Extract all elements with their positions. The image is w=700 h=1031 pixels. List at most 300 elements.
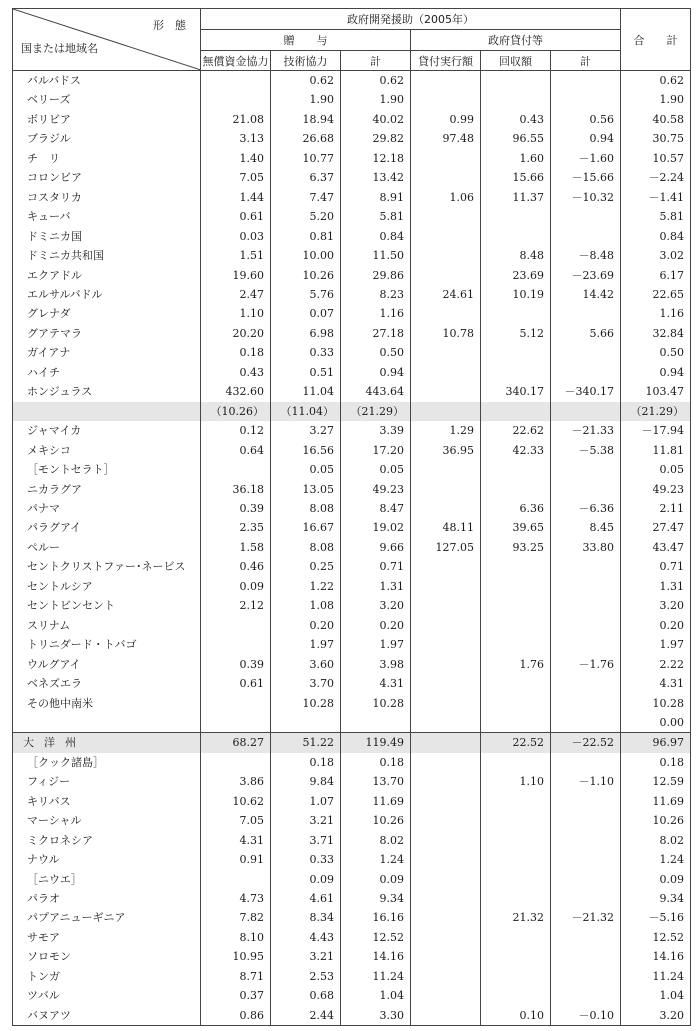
cell-recovered <box>481 792 551 811</box>
cell-tech: 3.70 <box>271 674 341 693</box>
cell-loan-sum: －8.48 <box>551 246 621 265</box>
table-body <box>13 71 691 1026</box>
table-row <box>13 343 691 362</box>
cell-loan-exec <box>411 753 481 772</box>
country-name: ハイチ <box>13 363 201 382</box>
cell-grant-sum: 9.34 <box>341 889 411 908</box>
cell-grant-sum: 0.50 <box>341 343 411 362</box>
cell-loan-exec <box>411 850 481 869</box>
cell-grant-aid: 0.12 <box>201 421 271 440</box>
cell-total: 1.97 <box>621 635 691 654</box>
cell-total: 30.75 <box>621 129 691 148</box>
cell-tech: 0.81 <box>271 227 341 246</box>
cell-tech: 16.67 <box>271 518 341 537</box>
cell-loan-sum <box>551 889 621 908</box>
cell-loan-sum <box>551 831 621 850</box>
cell-total: 0.20 <box>621 616 691 635</box>
cell-tech <box>271 713 341 733</box>
cell-loan-sum <box>551 343 621 362</box>
cell-total: 9.34 <box>621 889 691 908</box>
cell-grant-aid: 0.39 <box>201 655 271 674</box>
cell-grant-aid <box>201 616 271 635</box>
cell-loan-exec <box>411 499 481 518</box>
cell-grant-aid: 0.09 <box>201 577 271 596</box>
table-row <box>13 538 691 557</box>
cell-tech: 1.90 <box>271 90 341 109</box>
cell-loan-exec <box>411 674 481 693</box>
cell-loan-exec <box>411 967 481 986</box>
cell-recovered: 39.65 <box>481 518 551 537</box>
table-row <box>13 850 691 869</box>
cell-tech: 1.97 <box>271 635 341 654</box>
cell-grant-sum: 49.23 <box>341 480 411 499</box>
cell-grant-sum: 29.82 <box>341 129 411 148</box>
cell-loan-exec <box>411 655 481 674</box>
cell-grant-sum: 13.70 <box>341 772 411 791</box>
cell-tech: 16.56 <box>271 441 341 460</box>
cell-total: －2.24 <box>621 168 691 187</box>
cell-loan-sum <box>551 947 621 966</box>
table-row <box>13 149 691 168</box>
cell-grant-sum: 4.31 <box>341 674 411 693</box>
cell-total: 22.65 <box>621 285 691 304</box>
cell-tech: 3.21 <box>271 947 341 966</box>
cell-recovered: 6.36 <box>481 499 551 518</box>
cell-grant-sum: 8.23 <box>341 285 411 304</box>
country-name: パラオ <box>13 889 201 908</box>
country-name: ［クック諸島］ <box>13 753 201 772</box>
cell-grant-sum: 0.09 <box>341 870 411 889</box>
table-row <box>13 363 691 382</box>
cell-total: 0.09 <box>621 870 691 889</box>
table-row <box>13 266 691 285</box>
cell-grant-sum: 27.18 <box>341 324 411 343</box>
cell-recovered: 96.55 <box>481 129 551 148</box>
country-name: パナマ <box>13 499 201 518</box>
cell-total: 1.04 <box>621 986 691 1005</box>
cell-loan-sum: －1.76 <box>551 655 621 674</box>
cell-loan-sum: 0.94 <box>551 129 621 148</box>
cell-tech: 4.61 <box>271 889 341 908</box>
cell-loan-sum <box>551 850 621 869</box>
cell-loan-exec <box>411 986 481 1005</box>
table-row <box>13 168 691 187</box>
cell-tech: 2.53 <box>271 967 341 986</box>
cell-grant-aid <box>201 460 271 479</box>
cell-total: 0.62 <box>621 71 691 91</box>
cell-grant-sum: 119.49 <box>341 733 411 753</box>
table-row <box>13 129 691 148</box>
country-name: コロンビア <box>13 168 201 187</box>
cell-loan-exec: 10.78 <box>411 324 481 343</box>
table-row <box>13 421 691 440</box>
header-tech: 技術協力 <box>271 51 341 71</box>
cell-grant-aid: 2.12 <box>201 596 271 615</box>
cell-grant-sum: 11.69 <box>341 792 411 811</box>
cell-total: 3.20 <box>621 1006 691 1026</box>
cell-grant-aid: 432.60 <box>201 382 271 401</box>
cell-grant-sum: 12.52 <box>341 928 411 947</box>
country-name: ツバル <box>13 986 201 1005</box>
table-row <box>13 596 691 615</box>
cell-grant-aid: 4.73 <box>201 889 271 908</box>
cell-grant-aid: 7.05 <box>201 168 271 187</box>
cell-tech: 10.28 <box>271 694 341 713</box>
cell-grant-sum: 12.18 <box>341 149 411 168</box>
cell-total: 11.24 <box>621 967 691 986</box>
table-row <box>13 811 691 830</box>
cell-total: 5.81 <box>621 207 691 226</box>
cell-loan-sum <box>551 986 621 1005</box>
cell-grant-aid <box>201 635 271 654</box>
cell-tech: 0.62 <box>271 71 341 91</box>
country-name: ベリーズ <box>13 90 201 109</box>
cell-recovered <box>481 850 551 869</box>
header-loan-exec: 貸付実行額 <box>411 51 481 71</box>
cell-total: 2.11 <box>621 499 691 518</box>
cell-grant-aid: 0.46 <box>201 557 271 576</box>
cell-tech: 0.09 <box>271 870 341 889</box>
country-name: ウルグアイ <box>13 655 201 674</box>
cell-total: 10.57 <box>621 149 691 168</box>
cell-loan-sum: －1.10 <box>551 772 621 791</box>
cell-grant-aid: 0.37 <box>201 986 271 1005</box>
cell-tech: 18.94 <box>271 110 341 129</box>
cell-tech: 1.08 <box>271 596 341 615</box>
header-total: 合 計 <box>621 9 691 71</box>
cell-total: 8.02 <box>621 831 691 850</box>
cell-loan-sum: 8.45 <box>551 518 621 537</box>
cell-recovered: 340.17 <box>481 382 551 401</box>
country-name: フィジー <box>13 772 201 791</box>
cell-tech: 3.71 <box>271 831 341 850</box>
cell-loan-exec <box>411 1006 481 1026</box>
cell-loan-sum <box>551 870 621 889</box>
cell-recovered <box>481 635 551 654</box>
cell-tech: 13.05 <box>271 480 341 499</box>
cell-recovered: 93.25 <box>481 538 551 557</box>
cell-total: 32.84 <box>621 324 691 343</box>
cell-loan-exec <box>411 616 481 635</box>
cell-loan-exec <box>411 168 481 187</box>
oda-table <box>12 8 691 1026</box>
cell-loan-exec <box>411 363 481 382</box>
cell-grant-aid: 1.40 <box>201 149 271 168</box>
cell-recovered <box>481 557 551 576</box>
cell-tech: 51.22 <box>271 733 341 753</box>
table-row <box>13 227 691 246</box>
cell-grant-sum: 0.94 <box>341 363 411 382</box>
cell-loan-exec <box>411 733 481 753</box>
cell-total: 103.47 <box>621 382 691 401</box>
cell-recovered: 1.60 <box>481 149 551 168</box>
cell-grant-aid: 19.60 <box>201 266 271 285</box>
cell-loan-exec: 48.11 <box>411 518 481 537</box>
country-name: ［ニウエ］ <box>13 870 201 889</box>
country-name: パラグアイ <box>13 518 201 537</box>
cell-total: 0.94 <box>621 363 691 382</box>
cell-recovered: 5.12 <box>481 324 551 343</box>
cell-grant-aid: 2.47 <box>201 285 271 304</box>
cell-grant-sum: 1.90 <box>341 90 411 109</box>
cell-total: 0.71 <box>621 557 691 576</box>
cell-loan-sum: －22.52 <box>551 733 621 753</box>
cell-recovered <box>481 870 551 889</box>
cell-total: （21.29） <box>621 402 691 421</box>
table-row <box>13 285 691 304</box>
cell-recovered <box>481 207 551 226</box>
cell-loan-exec <box>411 831 481 850</box>
cell-grant-sum: 0.62 <box>341 71 411 91</box>
cell-tech: 8.34 <box>271 908 341 927</box>
country-name: トリニダード・トバゴ <box>13 635 201 654</box>
country-name: ミクロネシア <box>13 831 201 850</box>
cell-recovered <box>481 889 551 908</box>
cell-grant-sum: 10.26 <box>341 811 411 830</box>
table-row <box>13 246 691 265</box>
cell-tech: 5.76 <box>271 285 341 304</box>
cell-recovered: 0.10 <box>481 1006 551 1026</box>
header-loan: 政府貸付等 <box>411 30 621 51</box>
cell-grant-aid: 7.05 <box>201 811 271 830</box>
cell-total: 11.81 <box>621 441 691 460</box>
cell-loan-exec: 97.48 <box>411 129 481 148</box>
cell-grant-sum: 1.31 <box>341 577 411 596</box>
country-name: セントクリストファー･ネービス <box>13 557 201 576</box>
cell-grant-aid <box>201 753 271 772</box>
cell-grant-aid <box>201 870 271 889</box>
table-row <box>13 967 691 986</box>
table-row <box>13 616 691 635</box>
country-name: エルサルバドル <box>13 285 201 304</box>
country-name: ［モントセラト］ <box>13 460 201 479</box>
cell-recovered: 10.19 <box>481 285 551 304</box>
country-name: バルバドス <box>13 71 201 91</box>
cell-grant-aid <box>201 71 271 91</box>
cell-tech: 0.33 <box>271 343 341 362</box>
country-name: メキシコ <box>13 441 201 460</box>
cell-loan-exec <box>411 207 481 226</box>
cell-total: 0.05 <box>621 460 691 479</box>
country-name: 大洋州 <box>13 733 201 753</box>
cell-loan-sum <box>551 402 621 421</box>
cell-loan-exec <box>411 304 481 323</box>
cell-tech: 3.60 <box>271 655 341 674</box>
cell-recovered <box>481 304 551 323</box>
cell-tech: 1.22 <box>271 577 341 596</box>
table-row <box>13 655 691 674</box>
cell-total: 0.00 <box>621 713 691 733</box>
cell-total: 1.90 <box>621 90 691 109</box>
cell-tech: 0.18 <box>271 753 341 772</box>
cell-loan-sum: －5.38 <box>551 441 621 460</box>
cell-grant-aid <box>201 90 271 109</box>
cell-loan-exec <box>411 596 481 615</box>
cell-loan-sum <box>551 460 621 479</box>
cell-total: 1.31 <box>621 577 691 596</box>
cell-recovered: 23.69 <box>481 266 551 285</box>
country-name: ナウル <box>13 850 201 869</box>
cell-grant-sum: 0.05 <box>341 460 411 479</box>
cell-total: 3.20 <box>621 596 691 615</box>
cell-tech: 11.04 <box>271 382 341 401</box>
cell-loan-exec <box>411 90 481 109</box>
table-row <box>13 870 691 889</box>
cell-loan-sum <box>551 674 621 693</box>
country-name: ベネズエラ <box>13 674 201 693</box>
cell-recovered <box>481 674 551 693</box>
country-name: キューバ <box>13 207 201 226</box>
cell-total: －17.94 <box>621 421 691 440</box>
cell-loan-sum <box>551 616 621 635</box>
cell-grant-sum: 14.16 <box>341 947 411 966</box>
cell-loan-exec <box>411 870 481 889</box>
cell-grant-aid: 2.35 <box>201 518 271 537</box>
cell-total: －1.41 <box>621 188 691 207</box>
cell-recovered <box>481 90 551 109</box>
cell-grant-aid: 36.18 <box>201 480 271 499</box>
cell-recovered <box>481 713 551 733</box>
country-name: ニカラグア <box>13 480 201 499</box>
cell-tech: 0.25 <box>271 557 341 576</box>
cell-total: 40.58 <box>621 110 691 129</box>
cell-total: 0.50 <box>621 343 691 362</box>
cell-loan-sum <box>551 557 621 576</box>
cell-loan-sum: －21.33 <box>551 421 621 440</box>
cell-grant-sum: 0.20 <box>341 616 411 635</box>
cell-recovered: 42.33 <box>481 441 551 460</box>
country-name: パプアニューギニア <box>13 908 201 927</box>
cell-tech: 2.44 <box>271 1006 341 1026</box>
table-row <box>13 1006 691 1026</box>
cell-tech: 10.26 <box>271 266 341 285</box>
cell-loan-exec: 1.29 <box>411 421 481 440</box>
table-row <box>13 188 691 207</box>
country-name: セントビンセント <box>13 596 201 615</box>
cell-grant-aid: 1.58 <box>201 538 271 557</box>
cell-grant-sum: 3.98 <box>341 655 411 674</box>
cell-total: 12.59 <box>621 772 691 791</box>
cell-grant-sum: 17.20 <box>341 441 411 460</box>
cell-grant-aid: 0.43 <box>201 363 271 382</box>
cell-grant-sum: 29.86 <box>341 266 411 285</box>
cell-loan-exec <box>411 266 481 285</box>
cell-grant-aid: 0.39 <box>201 499 271 518</box>
cell-loan-sum <box>551 363 621 382</box>
table-row <box>13 947 691 966</box>
table-row <box>13 889 691 908</box>
cell-grant-aid: 20.20 <box>201 324 271 343</box>
country-name: トンガ <box>13 967 201 986</box>
country-name: ペルー <box>13 538 201 557</box>
cell-grant-aid: 8.71 <box>201 967 271 986</box>
table-row <box>13 207 691 226</box>
table-row <box>13 499 691 518</box>
cell-grant-aid: 0.64 <box>201 441 271 460</box>
country-name: ソロモン <box>13 947 201 966</box>
cell-loan-exec <box>411 635 481 654</box>
country-name <box>13 402 201 421</box>
table-row <box>13 928 691 947</box>
cell-loan-sum: －21.32 <box>551 908 621 927</box>
cell-loan-exec <box>411 908 481 927</box>
cell-total: －5.16 <box>621 908 691 927</box>
cell-total: 2.22 <box>621 655 691 674</box>
cell-total: 14.16 <box>621 947 691 966</box>
cell-recovered <box>481 616 551 635</box>
cell-recovered: 22.62 <box>481 421 551 440</box>
cell-tech: 0.20 <box>271 616 341 635</box>
cell-grant-aid: 1.10 <box>201 304 271 323</box>
country-name: グレナダ <box>13 304 201 323</box>
cell-grant-sum: 11.24 <box>341 967 411 986</box>
cell-total: 11.69 <box>621 792 691 811</box>
cell-grant-sum: 3.30 <box>341 1006 411 1026</box>
country-name: マーシャル <box>13 811 201 830</box>
cell-grant-aid: 3.13 <box>201 129 271 148</box>
cell-total: 6.17 <box>621 266 691 285</box>
cell-loan-sum: 5.66 <box>551 324 621 343</box>
cell-loan-sum: －6.36 <box>551 499 621 518</box>
cell-loan-exec <box>411 227 481 246</box>
cell-grant-aid: 3.86 <box>201 772 271 791</box>
oda-table-container <box>12 8 690 1026</box>
header-recovered: 回収額 <box>481 51 551 71</box>
cell-recovered: 21.32 <box>481 908 551 927</box>
cell-grant-aid: 1.51 <box>201 246 271 265</box>
country-name: ホンジュラス <box>13 382 201 401</box>
cell-loan-exec <box>411 246 481 265</box>
cell-total: 10.28 <box>621 694 691 713</box>
cell-recovered: 0.43 <box>481 110 551 129</box>
cell-recovered: 11.37 <box>481 188 551 207</box>
header-grant-aid: 無償資金協力 <box>201 51 271 71</box>
country-name: チ リ <box>13 149 201 168</box>
cell-grant-aid: 0.18 <box>201 343 271 362</box>
cell-loan-sum <box>551 71 621 91</box>
cell-recovered <box>481 811 551 830</box>
cell-grant-sum: 0.18 <box>341 753 411 772</box>
cell-tech: 8.08 <box>271 538 341 557</box>
cell-recovered <box>481 460 551 479</box>
cell-grant-aid: 0.86 <box>201 1006 271 1026</box>
cell-loan-sum: －0.10 <box>551 1006 621 1026</box>
cell-tech: 10.00 <box>271 246 341 265</box>
cell-recovered <box>481 480 551 499</box>
cell-grant-sum: 16.16 <box>341 908 411 927</box>
cell-loan-sum: 14.42 <box>551 285 621 304</box>
cell-loan-exec: 0.99 <box>411 110 481 129</box>
cell-total: 1.24 <box>621 850 691 869</box>
table-row <box>13 674 691 693</box>
cell-recovered: 1.76 <box>481 655 551 674</box>
cell-grant-sum: 0.84 <box>341 227 411 246</box>
table-row <box>13 382 691 401</box>
cell-loan-sum: －10.32 <box>551 188 621 207</box>
cell-loan-exec <box>411 811 481 830</box>
cell-grant-aid <box>201 713 271 733</box>
table-row <box>13 713 691 733</box>
cell-grant-aid: 8.10 <box>201 928 271 947</box>
cell-grant-aid: 0.61 <box>201 207 271 226</box>
cell-loan-exec <box>411 792 481 811</box>
table-row <box>13 441 691 460</box>
cell-loan-exec <box>411 149 481 168</box>
cell-total: 49.23 <box>621 480 691 499</box>
cell-recovered: 1.10 <box>481 772 551 791</box>
table-row <box>13 986 691 1005</box>
cell-loan-sum <box>551 928 621 947</box>
